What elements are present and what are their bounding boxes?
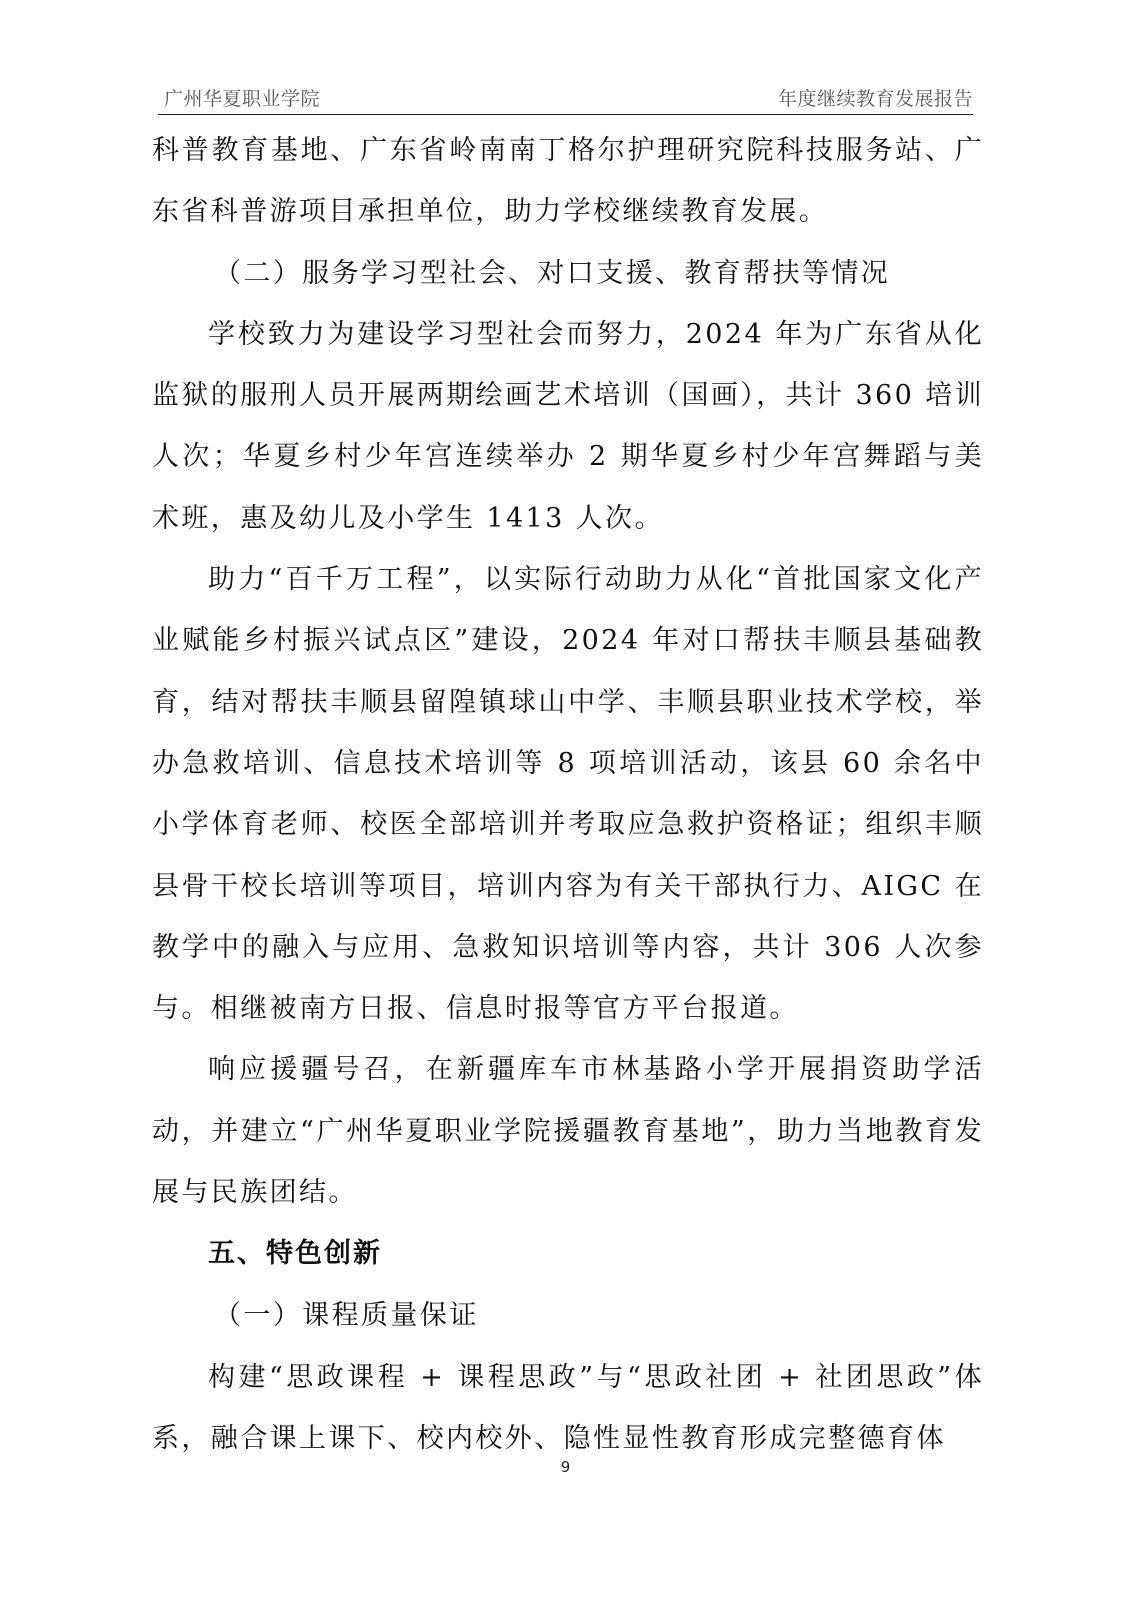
section-heading-innovation: 五、特色创新 [208, 1238, 382, 1270]
header-report-title: 年度继续教育发展报告 [777, 88, 973, 110]
paragraph-course-quality: 构建“思政课程 + 课程思政”与“思政社团 + 社团思政”体系，融合课上课下、校内校外、隐性显性教育形成完整德育体 [152, 1361, 984, 1454]
paragraph-xinjiang-support: 响应援疆号召，在新疆库车市林基路小学开展捐资助学活动，并建立“广州华夏职业学院援疆教育基地”，助力当地教育发展与民族团结。 [152, 1054, 984, 1209]
paragraph-continued: 科普教育基地、广东省岭南南丁格尔护理研究院科技服务站、广东省科普游项目承担单位，助力学校继续教育发展。 [152, 135, 984, 228]
paragraph-rural-project: 助力“百千万工程”，以实际行动助力从化“首批国家文化产业赋能乡村振兴试点区”建设，2024 年对口帮扶丰顺县基础教育，结对帮扶丰顺县留隍镇球山中学、丰顺县职业技术学校，举办急救培训、信息技术培训等 8 项培训活动，该县 60 余名中小学体育老师、校医全部培训并考取应急救护资格证；组织丰顺县骨干校长培训等项目，培训内容为有关干部执行力、AIGC 在教学中的融入与应用、急救知识培训等内容，共计 306 人次参与。相继被南方日报、信息时报等官方平台报道。 [152, 564, 984, 1025]
document-body [152, 120, 984, 1469]
page-header [158, 78, 973, 115]
paragraph-learning-society: 学校致力为建设学习型社会而努力，2024 年为广东省从化监狱的服刑人员开展两期绘画艺术培训（国画），共计 360 培训人次；华夏乡村少年宫连续举办 2 期华夏乡村少年宫舞蹈与美术班，惠及幼儿及小学生 1413 人次。 [152, 318, 984, 534]
subheading-learning-society: （二）服务学习型社会、对口支援、教育帮扶等情况 [214, 257, 891, 289]
header-institution-name: 广州华夏职业学院 [164, 88, 321, 110]
subheading-course-quality: （一）课程质量保证 [214, 1300, 479, 1332]
page-number: 9 [560, 1458, 571, 1476]
